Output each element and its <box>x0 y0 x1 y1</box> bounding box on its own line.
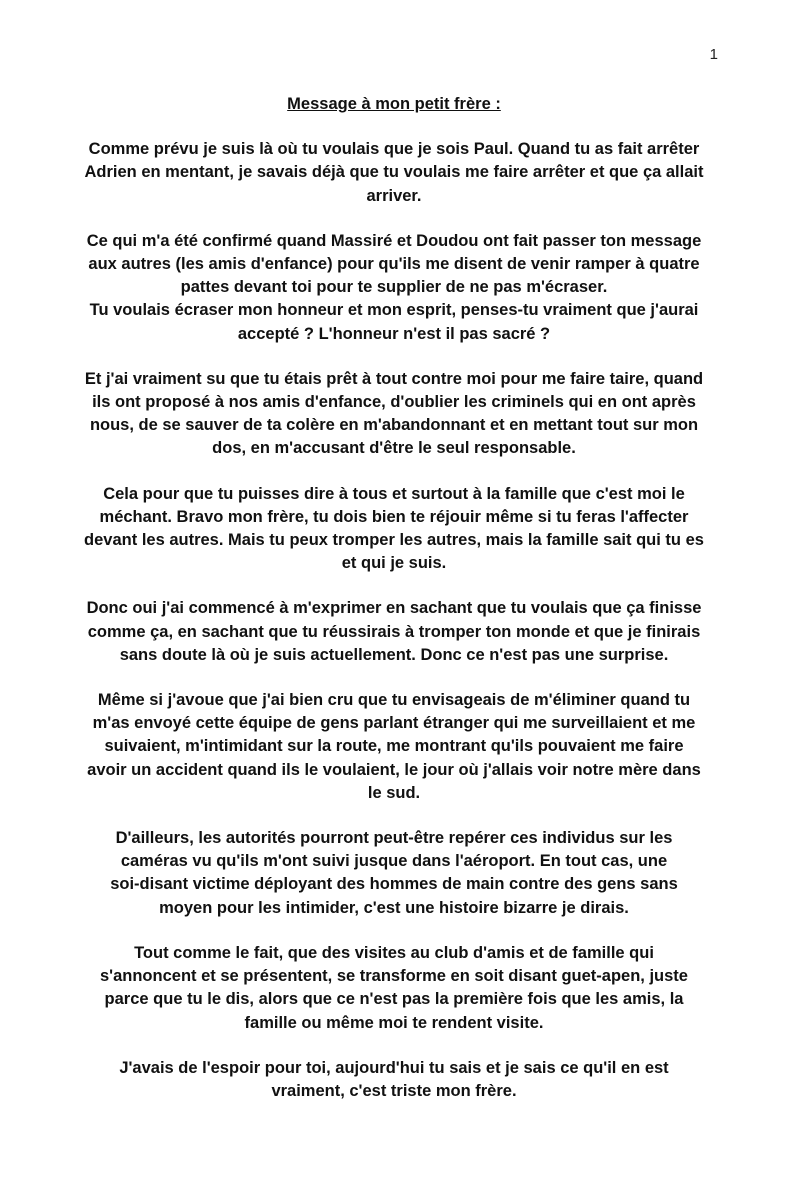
paragraph-line: moyen pour les intimider, c'est une histoire bizarre je dirais. <box>159 898 629 917</box>
paragraph-line: Tu voulais écraser mon honneur et mon esprit, penses-tu vraiment que j'aurai <box>89 301 699 320</box>
paragraph-line: sans doute là où je suis actuellement. Donc ce n'est pas une surprise. <box>119 645 669 664</box>
paragraph-line: Comme prévu je suis là où tu voulais que je sois Paul. Quand tu as fait arrêter <box>88 140 700 159</box>
paragraph-line: J'avais de l'espoir pour toi, aujourd'hui tu sais et je sais ce qu'il en est <box>119 1058 669 1077</box>
paragraph-line: pattes devant toi pour te supplier de ne pas m'écraser. <box>180 278 608 297</box>
paragraph-line: avoir un accident quand ils le voulaient, le jour où j'allais voir notre mère dans <box>87 760 701 779</box>
paragraph-line: Adrien en mentant, je savais déjà que tu voulais me faire arrêter et que ça allait <box>84 163 704 182</box>
paragraph-line: méchant. Bravo mon frère, tu dois bien te réjouir même si tu feras l'affecter <box>99 507 689 526</box>
paragraph-line: famille ou même moi te rendent visite. <box>244 1013 544 1032</box>
document-body <box>62 93 726 1125</box>
paragraph-line: dos, en m'accusant d'être le seul responsable. <box>212 439 576 458</box>
paragraph-line: suivaient, m'intimidant sur la route, me montrant qu'ils pouvaient me faire <box>104 737 684 756</box>
paragraph-line: comme ça, en sachant que tu réussirais à tromper ton monde et que je finirais <box>87 622 701 641</box>
paragraph-8 <box>62 942 726 1035</box>
paragraph-9 <box>62 1057 726 1103</box>
paragraph-6 <box>62 689 726 805</box>
paragraph-line: vraiment, c'est triste mon frère. <box>271 1081 517 1100</box>
paragraph-line: Et j'ai vraiment su que tu étais prêt à tout contre moi pour me faire taire, quand <box>84 369 704 388</box>
paragraph-line: Ce qui m'a été confirmé quand Massiré et Doudou ont fait passer ton message <box>86 231 702 250</box>
paragraph-line: Cela pour que tu puisses dire à tous et surtout à la famille que c'est moi le <box>103 484 685 503</box>
paragraph-line: accepté ? L'honneur n'est il pas sacré ? <box>237 324 551 343</box>
paragraph-4 <box>62 483 726 576</box>
paragraph-line: le sud. <box>367 783 421 802</box>
paragraph-line: Donc oui j'ai commencé à m'exprimer en sachant que tu voulais que ça finisse <box>86 599 702 618</box>
paragraph-line: s'annoncent et se présentent, se transforme en soit disant guet-apen, juste <box>100 967 688 986</box>
paragraph-7 <box>62 827 726 920</box>
paragraph-line: soi-disant victime déployant des hommes de main contre des gens sans <box>110 875 678 894</box>
paragraph-line: Tout comme le fait, que des visites au club d'amis et de famille qui <box>134 943 654 962</box>
paragraph-3 <box>62 368 726 461</box>
paragraph-line: et qui je suis. <box>341 554 447 573</box>
paragraph-line: aux autres (les amis d'enfance) pour qu'ils me disent de venir ramper à quatre <box>88 255 700 274</box>
paragraph-line: arriver. <box>366 186 422 205</box>
paragraph-2 <box>62 230 726 346</box>
page-number: 1 <box>709 46 718 63</box>
paragraph-line: Même si j'avoue que j'ai bien cru que tu envisageais de m'éliminer quand tu <box>97 691 691 710</box>
paragraph-line: D'ailleurs, les autorités pourront peut-être repérer ces individus sur les <box>115 829 673 848</box>
paragraph-line: nous, de se sauver de ta colère en m'abandonnant et en mettant tout sur mon <box>89 416 699 435</box>
document-title: Message à mon petit frère : <box>287 95 501 113</box>
paragraph-line: devant les autres. Mais tu peux tromper les autres, mais la famille sait qui tu es <box>84 531 704 550</box>
paragraph-line: m'as envoyé cette équipe de gens parlant étranger qui me surveillaient et me <box>92 714 696 733</box>
paragraph-line: caméras vu qu'ils m'ont suivi jusque dans l'aéroport. En tout cas, une <box>120 852 668 871</box>
paragraph-5 <box>62 597 726 667</box>
paragraph-line: parce que tu le dis, alors que ce n'est pas la première fois que les amis, la <box>104 990 684 1009</box>
paragraph-1 <box>62 138 726 208</box>
paragraph-line: ils ont proposé à nos amis d'enfance, d'oublier les criminels qui en ont après <box>92 393 696 412</box>
